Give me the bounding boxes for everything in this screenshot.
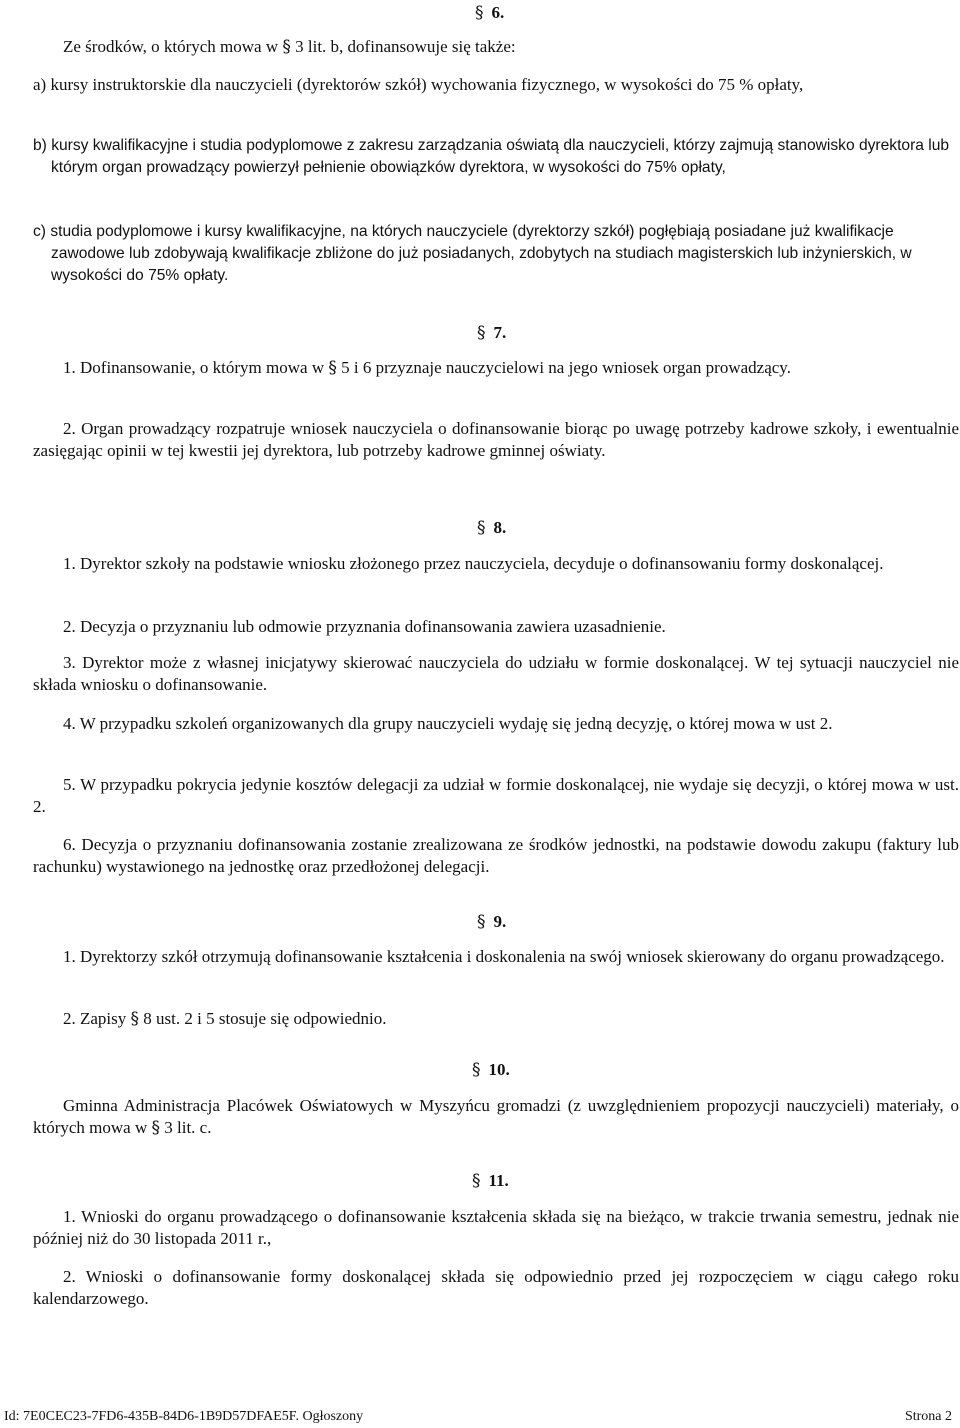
section-symbol: § — [472, 1060, 481, 1080]
s8-paragraph-2: 2. Decyzja o przyznaniu lub odmowie przyznania dofinansowania zawiera uzasadnienie. — [63, 617, 666, 636]
section-symbol: § — [477, 323, 486, 343]
section-symbol: § — [282, 37, 291, 57]
section-symbol: § — [130, 1009, 140, 1029]
s9-paragraph-2 — [33, 1008, 959, 1030]
s6-intro-text: Ze środków, o których mowa w — [63, 37, 279, 56]
section-number: 11. — [488, 1171, 509, 1190]
section-heading-8 — [477, 517, 506, 539]
s8-paragraph-5: 5. W przypadku pokrycia jedynie kosztów delegacji za udział w formie doskonalącej, nie wydaje się decyzji, o której mowa w ust. 2. — [33, 775, 959, 816]
s9-paragraph-1: 1. Dyrektorzy szkół otrzymują dofinansowanie kształcenia i doskonalenia na swój wniosek skierowany do organu prowadzącego. — [63, 947, 945, 966]
s7-paragraph-2: 2. Organ prowadzący rozpatruje wniosek nauczyciela o dofinansowanie biorąc po uwagę potrzeby kadrowe szkoły, i ewentualnie zasięgając opinii w tej kwestii jej dyrektora, lub potrzeby kadrowe gminnej oświaty. — [33, 419, 959, 460]
section-symbol: § — [328, 358, 337, 378]
section-heading-9 — [477, 911, 506, 933]
page-footer — [4, 1407, 956, 1427]
s6-intro — [33, 36, 959, 58]
section-heading-10 — [472, 1059, 510, 1081]
section-symbol: § — [472, 1171, 481, 1191]
s8-paragraph-4: 4. W przypadku szkoleń organizowanych dla grupy nauczycieli wydaję się jedną decyzję, o której mowa w ust 2. — [63, 714, 833, 733]
s6-item-a: a) kursy instruktorskie dla nauczycieli (dyrektorów szkół) wychowania fizycznego, w wysokości do 75 % opłaty, — [33, 75, 804, 94]
section-number: 8. — [493, 518, 507, 537]
s7-paragraph-1 — [33, 357, 959, 379]
section-number: 7. — [493, 323, 507, 342]
section-symbol: § — [151, 1118, 161, 1138]
s6-intro-text-end: 3 lit. b, dofinansowuje się także: — [295, 37, 516, 56]
section-symbol: § — [477, 912, 486, 932]
s10-p1-text: Gminna Administracja Placówek Oświatowych w Myszyńcu gromadzi (z uwzględnieniem propozycji nauczycieli) materiały, o których mowa w — [33, 1096, 959, 1137]
s11-paragraph-2: 2. Wnioski o dofinansowanie formy doskonalącej składa się odpowiednio przed jej rozpoczęciem w ciągu całego roku kalendarzowego. — [33, 1267, 959, 1308]
s11-paragraph-1: 1. Wnioski do organu prowadzącego o dofinansowanie kształcenia składa się na bieżąco, w trakcie trwania semestru, jednak nie później niż do 30 listopada 2011 r., — [33, 1207, 959, 1248]
section-heading-7 — [477, 322, 506, 344]
section-heading-6 — [475, 2, 504, 24]
page-number: Strona 2 — [904, 1409, 952, 1424]
s8-paragraph-6: 6. Decyzja o przyznaniu dofinansowania zostanie zrealizowana ze środków jednostki, na podstawie dowodu zakupu (faktury lub rachunku) wystawionego na jednostkę oraz przedłożonej delegacji. — [33, 835, 959, 876]
s9-p2-text: 2. Zapisy — [63, 1009, 127, 1028]
s10-paragraph-1 — [33, 1095, 959, 1139]
s6-item-b: b) kursy kwalifikacyjne i studia podyplomowe z zakresu zarządzania oświatą dla nauczycieli, którzy zajmują stanowisko dyrektora lub którym organ prowadzący powierzył pełnienie obowiązków dyrektora, w wysokości do 75% opłaty, — [33, 137, 950, 176]
s9-p2-text-end: 8 ust. 2 i 5 stosuje się odpowiednio. — [143, 1009, 387, 1028]
s7-p1-text-end: 5 i 6 przyznaje nauczycielowi na jego wniosek organ prowadzący. — [341, 358, 791, 377]
section-symbol: § — [475, 3, 484, 23]
s8-paragraph-3: 3. Dyrektor może z własnej inicjatywy skierować nauczyciela do udziału w formie doskonalącej. W tej sytuacji nauczyciel nie składa wniosku o dofinansowanie. — [33, 653, 959, 694]
section-symbol: § — [477, 518, 486, 538]
section-number: 10. — [488, 1060, 510, 1079]
section-heading-11 — [472, 1170, 509, 1192]
s6-item-c: c) studia podyplomowe i kursy kwalifikacyjne, na których nauczyciele (dyrektorzy szkół) pogłębiają posiadane już kwalifikacje zawodowe lub zdobywają kwalifikacje zbliżone do już posiadanych, zdobytych na studiach magisterskich lub inżynierskich, w wysokości do 75% opłaty. — [33, 223, 912, 284]
s7-p1-text: 1. Dofinansowanie, o którym mowa w — [63, 358, 325, 377]
document-id: Id: 7E0CEC23-7FD6-435B-84D6-1B9D57DFAE5F. Ogłoszony — [4, 1409, 364, 1424]
s8-paragraph-1: 1. Dyrektor szkoły na podstawie wniosku złożonego przez nauczyciela, decyduje o dofinansowaniu formy doskonalącej. — [63, 554, 884, 573]
s10-p1-text-end: 3 lit. c. — [164, 1118, 212, 1137]
section-number: 6. — [491, 3, 505, 22]
section-number: 9. — [493, 912, 507, 931]
